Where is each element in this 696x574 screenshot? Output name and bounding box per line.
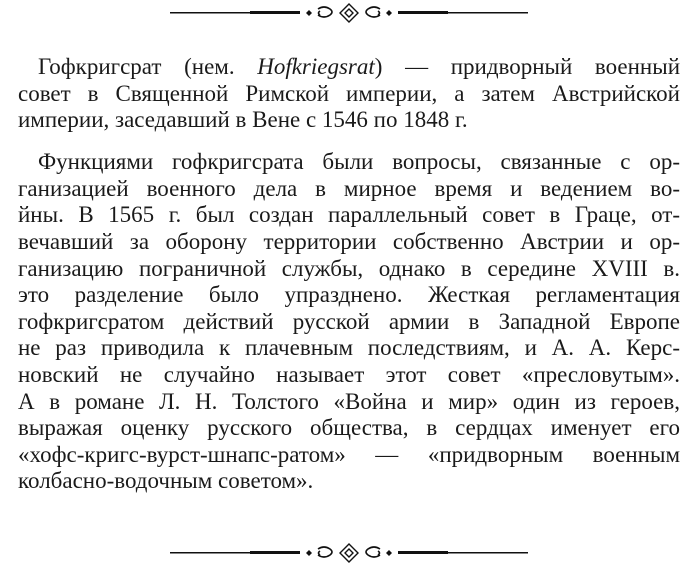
- text-line: колбасно-водочным советом».: [18, 468, 314, 494]
- text-line: новский не случайно называет этот совет «пресловутым».: [18, 362, 680, 388]
- italic-term: Hofkriegsrat: [257, 54, 375, 79]
- text-run: ) — придворный военный: [374, 54, 680, 79]
- text-line: Функциями гофкригсрата были вопросы, связанные с ор-: [38, 149, 680, 175]
- text-line: «хофс-кригс-вурст-шнапс-ратом» — «придворным военным: [18, 441, 680, 467]
- article-body: [18, 54, 680, 511]
- text-run: Гофкригсрат (нем.: [38, 54, 258, 79]
- text-line: империи, заседавший в Вене с 1546 по 1848 г.: [18, 107, 468, 133]
- text-line: ганизацией военного дела в мирное время и ведением во-: [18, 175, 680, 201]
- paragraph-1: [18, 54, 680, 134]
- flourish-icon: [170, 4, 528, 22]
- text-line: вечавший за оборону территории собственно Австрии и ор-: [18, 229, 680, 255]
- flourish-icon: [170, 544, 528, 562]
- paragraph-2: [18, 149, 680, 495]
- text-line: ганизацию пограничной службы, однако в середине XVIII в.: [18, 255, 680, 281]
- text-line: йны. В 1565 г. был создан параллельный совет в Граце, от-: [18, 202, 680, 228]
- text-line: гофкригсратом действий русской армии в Западной Европе: [18, 308, 680, 334]
- ornament-divider-bottom: [170, 543, 528, 563]
- text-line: не раз приводила к плачевным последствиям, и А. А. Керс-: [18, 335, 680, 361]
- text-line: это разделение было упразднено. Жесткая регламентация: [18, 282, 680, 308]
- text-line: А в романе Л. Н. Толстого «Война и мир» один из героев,: [18, 388, 680, 414]
- text-line: выражая оценку русского общества, в сердцах именует его: [18, 415, 680, 441]
- text-line: [18, 54, 680, 81]
- ornament-divider-top: [170, 3, 528, 23]
- text-line: совет в Священной Римской империи, а затем Австрийской: [18, 80, 680, 106]
